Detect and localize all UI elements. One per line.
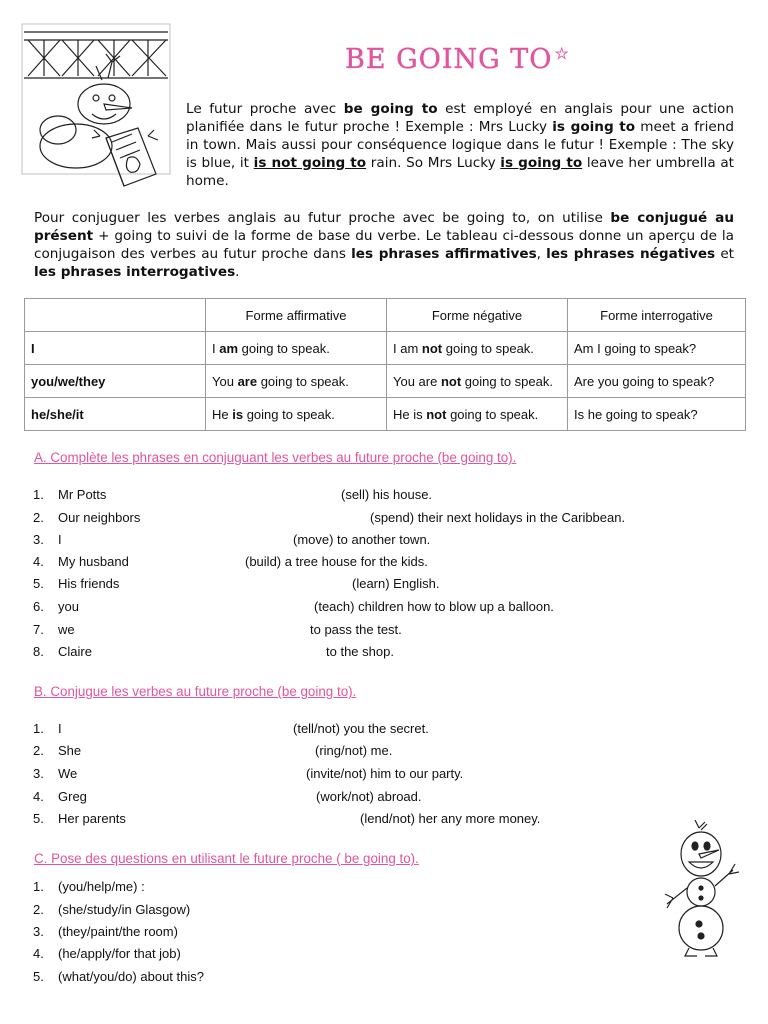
pronoun-cell: I	[25, 332, 206, 365]
exercise-number: 7.	[33, 622, 44, 637]
table-row	[25, 398, 746, 431]
cell-text: You are	[393, 373, 441, 389]
para-bold: les phrases interrogatives	[34, 264, 236, 280]
exercise-number: 1.	[33, 721, 44, 736]
exercise-subject: we	[58, 622, 75, 637]
cell-text: He	[212, 406, 233, 422]
exercise-verb: (sell) his house.	[341, 487, 433, 502]
para-bold: les phrases négatives	[546, 246, 716, 262]
table-row	[25, 332, 746, 365]
exercise-verb: (build) a tree house for the kids.	[245, 554, 428, 569]
para-text: ,	[536, 246, 547, 262]
negative-cell	[387, 365, 568, 398]
exercise-number: 3.	[33, 924, 44, 939]
conjugation-table	[24, 298, 746, 431]
exercise-subject: She	[58, 743, 82, 758]
section-b-title: B. Conjugue les verbes au future proche (be going to).	[34, 684, 357, 699]
cell-bold: are	[237, 373, 258, 389]
cell-text: going to speak.	[238, 340, 330, 356]
explanation-paragraph	[34, 209, 734, 281]
star-icon: ☆	[554, 44, 570, 63]
page-title	[345, 44, 570, 75]
table-header: Forme négative	[387, 299, 568, 332]
intro-paragraph	[186, 100, 734, 190]
exercise-subject: Her parents	[58, 811, 126, 826]
cell-bold: not	[426, 406, 447, 422]
negative-cell	[387, 398, 568, 431]
exercise-subject: We	[58, 766, 78, 781]
exercise-verb: (move) to another town.	[293, 532, 431, 547]
exercise-subject: His friends	[58, 576, 120, 591]
title-text: BE GOING TO	[345, 44, 553, 75]
exercise-number: 5.	[33, 811, 44, 826]
para-text: et	[715, 246, 735, 262]
intro-text: leave her umbrella at home.	[186, 155, 734, 189]
intro-text: meet a friend in town. Mais aussi pour conséquence logique dans le futur ! Exemple : The sky is blue, it	[186, 119, 734, 171]
exercise-number: 1.	[33, 487, 44, 502]
cell-text: going to speak.	[442, 340, 534, 356]
affirmative-cell	[206, 398, 387, 431]
cell-text: going to speak.	[461, 373, 553, 389]
para-text: .	[235, 264, 240, 280]
cell-bold: not	[440, 373, 462, 389]
exercise-subject: Greg	[58, 789, 87, 804]
exercise-number: 1.	[33, 879, 44, 894]
exercise-number: 6.	[33, 599, 44, 614]
exercise-number: 4.	[33, 946, 44, 961]
table-header: Forme affirmative	[206, 299, 387, 332]
cell-text: I	[212, 340, 220, 356]
exercise-verb: (teach) children how to blow up a balloon.	[314, 599, 554, 614]
table-row	[25, 365, 746, 398]
exercise-number: 3.	[33, 532, 44, 547]
exercise-subject: I	[58, 721, 62, 736]
exercise-prompt: (you/help/me) :	[58, 879, 145, 894]
olaf-standing-illustration	[645, 820, 757, 960]
table-header	[25, 299, 206, 332]
section-c-title: C. Pose des questions en utilisant le future proche ( be going to).	[34, 851, 419, 866]
exercise-number: 2.	[33, 902, 44, 917]
exercise-verb: (ring/not) me.	[315, 743, 393, 758]
exercise-verb: to the shop.	[326, 644, 394, 659]
exercise-verb: (work/not) abroad.	[316, 789, 422, 804]
cell-text: I am	[393, 340, 422, 356]
exercise-prompt: (she/study/in Glasgow)	[58, 902, 191, 917]
exercise-number: 2.	[33, 743, 44, 758]
para-bold: les phrases affirmatives	[351, 246, 537, 262]
exercise-verb: (lend/not) her any more money.	[360, 811, 541, 826]
cell-bold: not	[421, 340, 443, 356]
interrogative-cell: Am I going to speak?	[568, 332, 746, 365]
para-bold: be conjugué au présent	[34, 210, 734, 244]
intro-underlined: is not going to	[253, 155, 367, 171]
exercise-verb: (tell/not) you the secret.	[293, 721, 429, 736]
cell-text: going to speak.	[257, 373, 349, 389]
exercise-number: 4.	[33, 789, 44, 804]
para-text: + going to suivi de la forme de base du verbe. Le tableau ci-dessous donne un aperçu de la conjugaison des verbes au futur proche dans	[34, 228, 734, 262]
intro-bold: is going to	[552, 119, 636, 135]
exercise-prompt: (he/apply/for that job)	[58, 946, 181, 961]
intro-underlined: is going to	[500, 155, 583, 171]
exercise-subject: My husband	[58, 554, 129, 569]
exercise-prompt: (what/you/do) about this?	[58, 969, 204, 984]
exercise-subject: Claire	[58, 644, 92, 659]
exercise-verb: (invite/not) him to our party.	[306, 766, 464, 781]
exercise-subject: you	[58, 599, 79, 614]
affirmative-cell	[206, 365, 387, 398]
pronoun-cell: you/we/they	[25, 365, 206, 398]
section-a-title: A. Complète les phrases en conjuguant les verbes au future proche (be going to).	[34, 450, 517, 465]
intro-text: rain. So Mrs Lucky	[366, 155, 501, 171]
exercise-number: 4.	[33, 554, 44, 569]
exercise-prompt: (they/paint/the room)	[58, 924, 178, 939]
affirmative-cell	[206, 332, 387, 365]
exercise-subject: Our neighbors	[58, 510, 141, 525]
cell-text: going to speak.	[446, 406, 539, 422]
interrogative-cell: Are you going to speak?	[568, 365, 746, 398]
pronoun-cell: he/she/it	[25, 398, 206, 431]
exercise-number: 2.	[33, 510, 44, 525]
exercise-number: 3.	[33, 766, 44, 781]
exercise-number: 5.	[33, 969, 44, 984]
olaf-reading-illustration	[20, 18, 172, 188]
exercise-number: 5.	[33, 576, 44, 591]
intro-text: est employé en anglais pour une action planifiée dans le futur proche ! Exemple : Mrs Lucky	[186, 101, 734, 135]
exercise-verb: to pass the test.	[310, 622, 402, 637]
table-header-row	[25, 299, 746, 332]
exercise-subject: I	[58, 532, 62, 547]
cell-text: You	[212, 373, 238, 389]
interrogative-cell: Is he going to speak?	[568, 398, 746, 431]
table-header: Forme interrogative	[568, 299, 746, 332]
intro-text: Le futur proche avec	[186, 101, 344, 117]
negative-cell	[387, 332, 568, 365]
exercise-subject: Mr Potts	[58, 487, 107, 502]
cell-bold: is	[232, 406, 244, 422]
exercise-verb: (learn) English.	[352, 576, 440, 591]
cell-text: going to speak.	[243, 406, 335, 422]
exercise-number: 8.	[33, 644, 44, 659]
para-text: Pour conjuguer les verbes anglais au futur proche avec be going to, on utilise	[34, 210, 611, 226]
cell-text: He is	[393, 406, 427, 422]
exercise-verb: (spend) their next holidays in the Caribbean.	[370, 510, 626, 525]
intro-bold: be going to	[343, 101, 438, 117]
cell-bold: am	[219, 340, 239, 356]
